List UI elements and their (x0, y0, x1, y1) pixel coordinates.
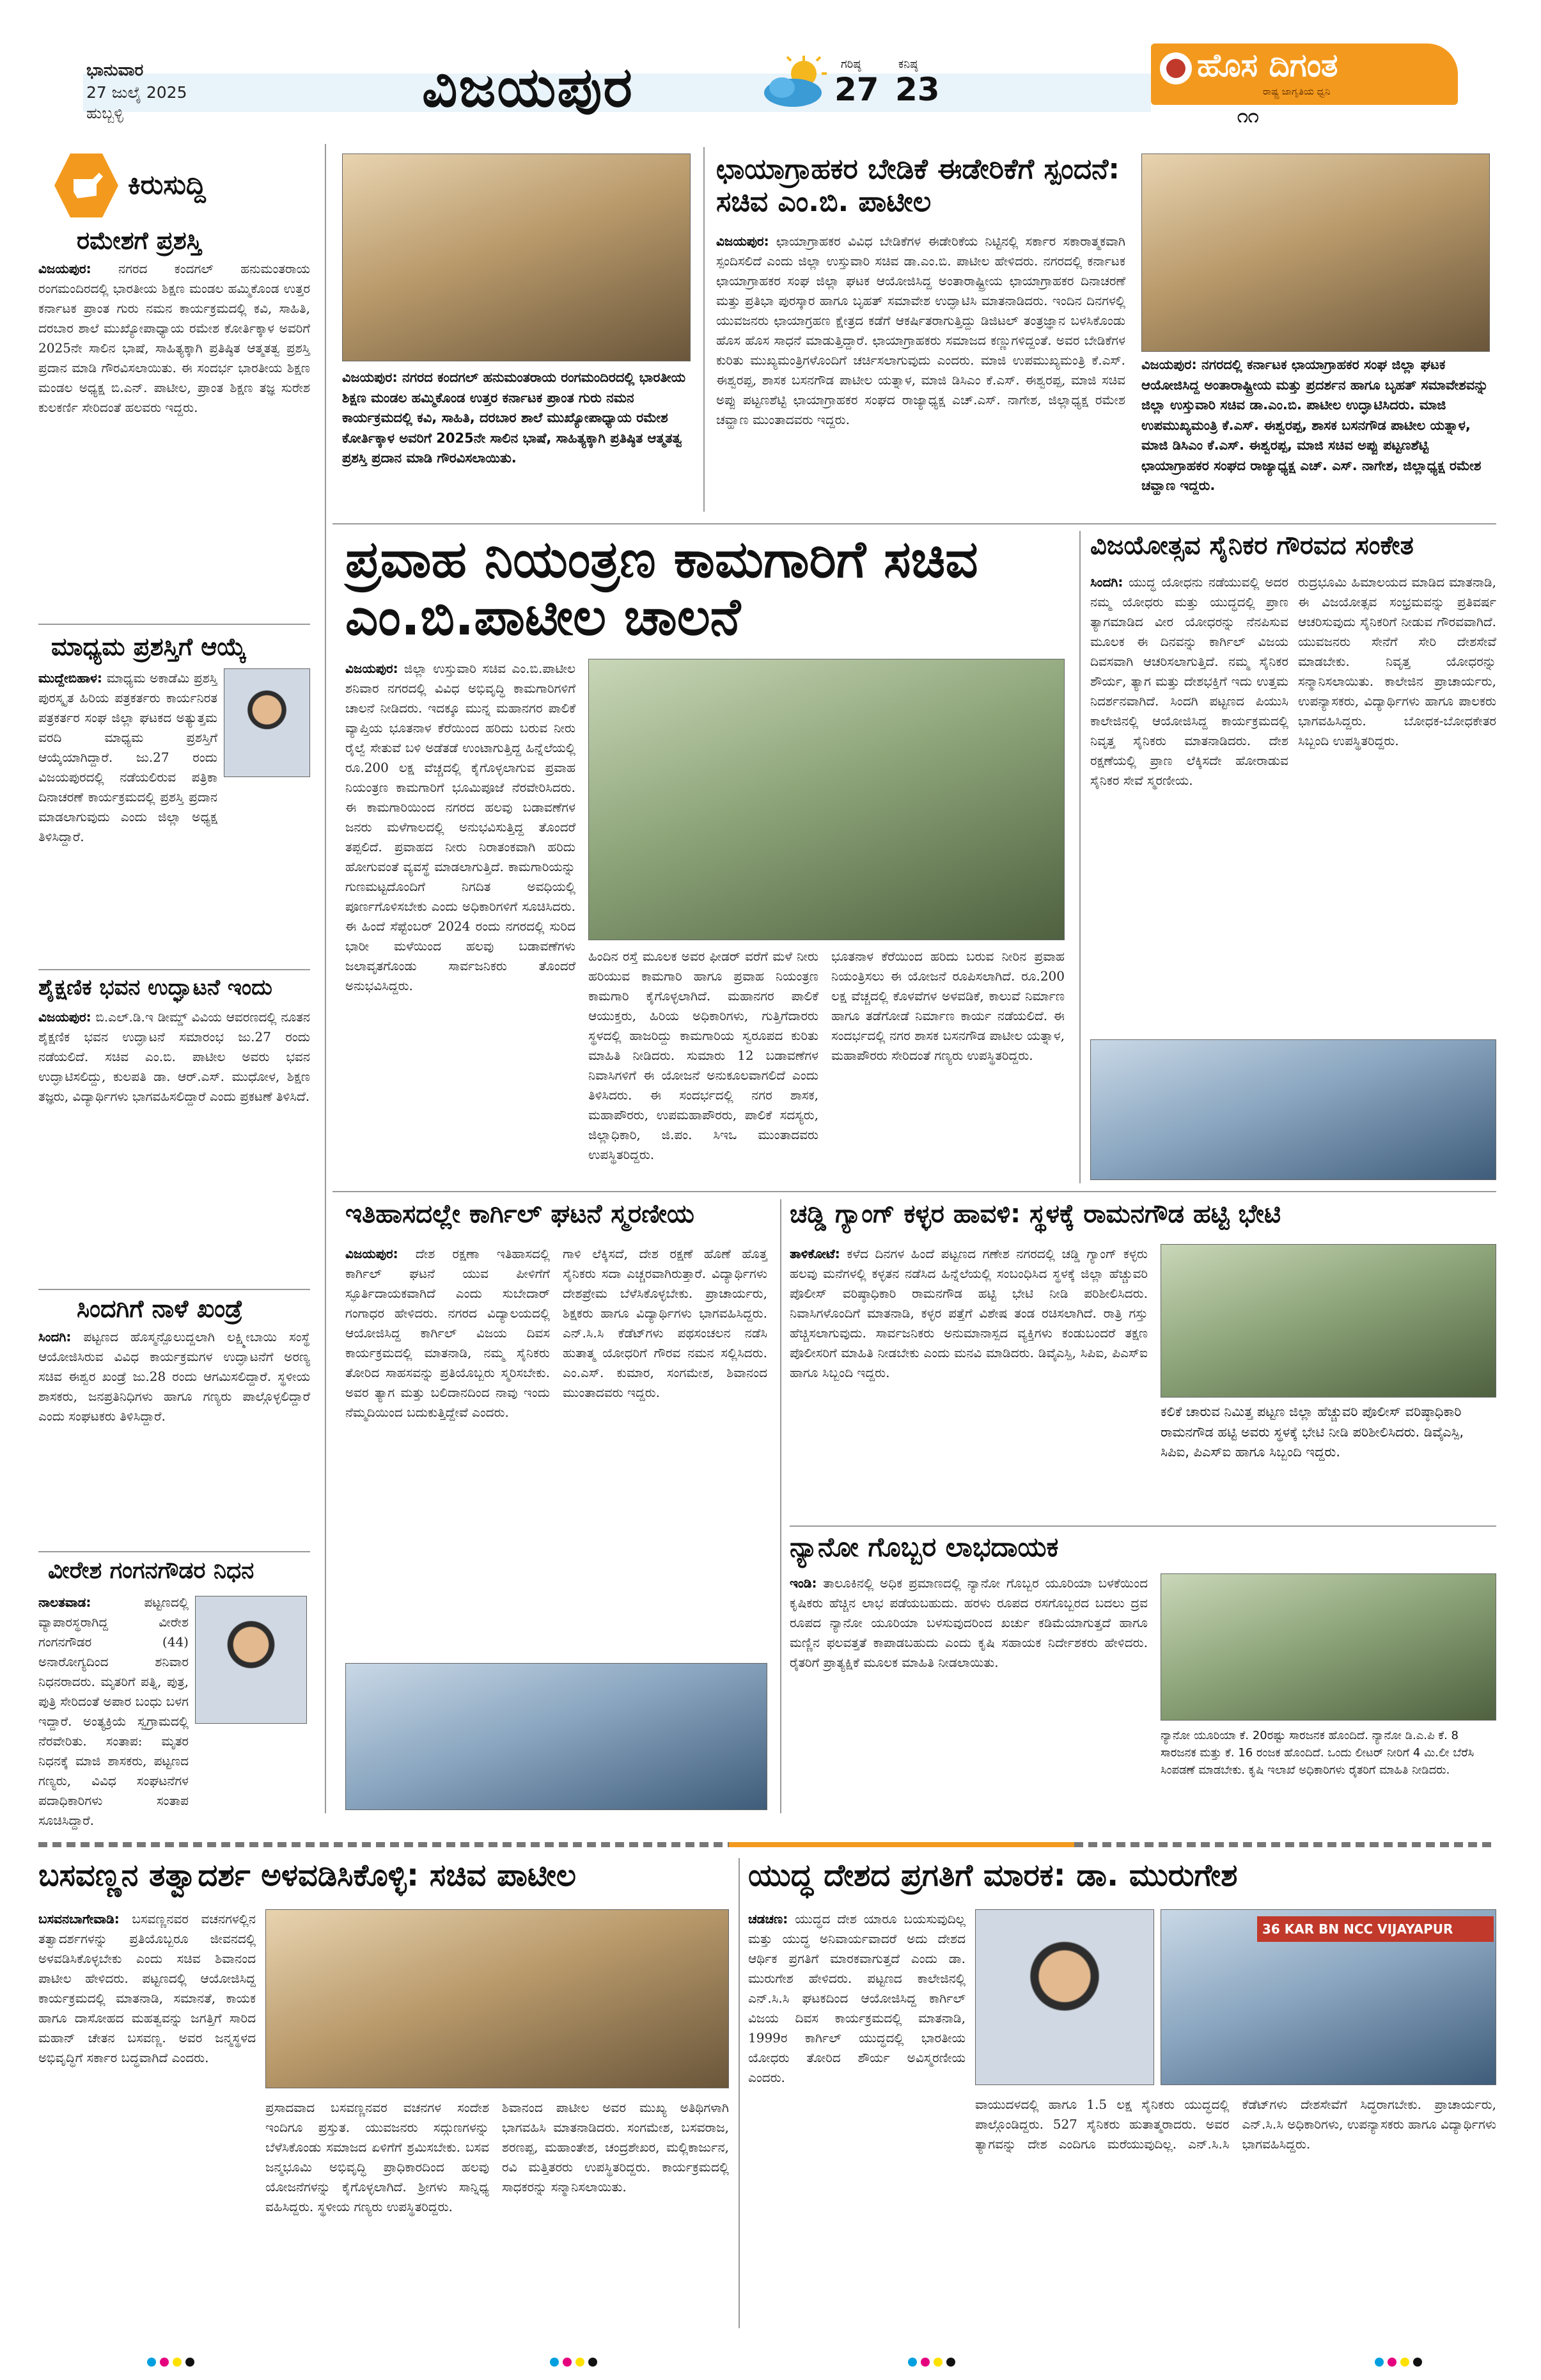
award-photo-caption: ವಿಜಯಪುರ: ನಗರದ ಕಂದಗಲ್ ಹನುಮಂತರಾಯ ರಂಗಮಂದಿರದಲ್ಲಿ ಭಾರತೀಯ ಶಿಕ್ಷಣ ಮಂಡಲ ಹಮ್ಮಿಕೊಂಡ ಉತ್ತರ ಕರ್ನಾಟಕ ಪ್ರಾಂತ ಗುರು ನಮನ ಕಾರ್ಯಕ್ರಮದಲ್ಲಿ ಕವಿ, ಸಾಹಿತಿ, ದರಬಾರ ಶಾಲೆ ಮುಖ್ಯೋಪಾಧ್ಯಾಯ ರಮೇಶ ಕೋರ್ತಿಕ್ಕಾಳ ಅವರಿಗೆ 2025ನೇ ಸಾಲಿನ ಭಾಷೆ, ಸಾಹಿತ್ಯಕ್ಕಾಗಿ ಪ್ರತಿಷ್ಠಿತ ಆತ್ಮತತ್ವ ಪ್ರಶಸ್ತಿ ಪ್ರದಾನ ಮಾಡಿ ಗೌರವಿಸಲಾಯಿತು. (342, 370, 686, 466)
masthead-day: ಭಾನುವಾರ (86, 61, 144, 80)
photographers-headline: ಛಾಯಾಗ್ರಾಹಕರ ಬೇಡಿಕೆ ಈಡೇರಿಕೆಗೆ ಸ್ಪಂದನೆ: ಸಚಿವ ಎಂ.ಬಿ. ಪಾಟೀಲ (716, 153, 1120, 218)
page-number: ೧೧ (1237, 105, 1259, 127)
yuddha-headline: ಯುದ್ಧ ದೇಶದ ಪ್ರಗತಿಗೆ ಮಾರಕ: ಡಾ. ಮುರುಗೇಶ (748, 1857, 1238, 1893)
paper-name: ಹೊಸ ದಿಗಂತ (1197, 47, 1338, 84)
ncc-photo (1161, 1909, 1496, 2085)
kiru-item-title: ಶೈಕ್ಷಣಿಕ ಭವನ ಉದ್ಘಾಟನೆ ಇಂದು (38, 975, 272, 1000)
kiru-item-body: ವಿಜಯಪುರ: ನಗರದ ಕಂದಗಲ್ ಹನುಮಂತರಾಯ ರಂಗಮಂದಿರದಲ್ಲಿ ಭಾರತೀಯ ಶಿಕ್ಷಣ ಮಂಡಲ ಹಮ್ಮಿಕೊಂಡ ಉತ್ತರ ಕರ್ನಾಟಕ ಪ್ರಾಂತ ಗುರು ನಮನ ಕಾರ್ಯಕ್ರಮದಲ್ಲಿ ಕವಿ, ಸಾಹಿತಿ, ದರಬಾರ ಶಾಲೆ ಮುಖ್ಯೋಪಾಧ್ಯಾಯ ರಮೇಶ ಕೋರ್ತಿಕ್ಕಾಳ ಅವರಿಗೆ 2025ನೇ ಸಾಲಿನ ಭಾಷೆ, ಸಾಹಿತ್ಯಕ್ಕಾಗಿ ಪ್ರತಿಷ್ಠಿತ ಆತ್ಮತತ್ವ ಪ್ರಶಸ್ತಿ ಪ್ರದಾನ ಮಾಡಿ ಗೌರವಿಸಲಾಯಿತು. ಈ ಸಂದರ್ಭ ಭಾರತೀಯ ಶಿಕ್ಷಣ ಮಂಡಲ ಅಧ್ಯಕ್ಷ ಬಿ.ಎನ್. ಪಾಟೀಲ, ಪ್ರಾಂತ ಶಿಕ್ಷಣ ತಜ್ಞ ಸುರೇಶ ಕುಲಕರ್ಣಿ ಸೇರಿದಂತೆ ಹಲವರು ಇದ್ದರು. (38, 261, 311, 415)
paper-tagline: ರಾಷ್ಟ್ರ ಜಾಗೃತಿಯ ಧ್ವನಿ (1263, 86, 1331, 97)
kiru-item-body: ಸಿಂದಗಿ: ಪಟ್ಟಣದ ಹೊಸ್ಮನ್ಪೊಲುದ್ದಲಾಗಿ ಲಕ್ಷ್ಮೀಬಾಯಿ ಸಂಸ್ಥೆ ಆಯೋಜಿಸಿರುವ ವಿವಿಧ ಕಾರ್ಯಕ್ರಮಗಳ ಉದ್ಘಾಟನೆಗೆ ಅರಣ್ಯ ಸಚಿವ ಈಶ್ವರ ಖಂಡ್ರೆ ಜು.28 ರಂದು ಆಗಮಿಸಲಿದ್ದಾರೆ. ಸ್ಥಳೀಯ ಶಾಸಕರು, ಜನಪ್ರತಿನಿಧಿಗಳು ಹಾಗೂ ಗಣ್ಯರು ಪಾಲ್ಗೊಳ್ಳಲಿದ್ದಾರೆ ಎಂದು ಸಂಘಟಕರು ತಿಳಿಸಿದ್ದಾರೆ. (38, 1329, 310, 1424)
nano-photo (1161, 1573, 1496, 1721)
column-rule (325, 144, 326, 1813)
lead-headline: ಪ್ರವಾಹ ನಿಯಂತ್ರಣ ಕಾಮಗಾರಿಗೆ ಸಚಿವ ಎಂ.ಬಿ.ಪಾಟೀಲ ಚಾಲನೆ (345, 530, 978, 647)
kiru-suddi-column (38, 144, 313, 1828)
basavanna-photo (265, 1909, 729, 2088)
masthead-city: ಹುಬ್ಬಳ್ಳಿ (86, 104, 123, 122)
registration-marks (147, 2357, 224, 2370)
obituary-photo (195, 1596, 307, 1724)
kiru-item-title: ರಮೇಶಗೆ ಪ್ರಶಸ್ತಿ (77, 226, 202, 255)
divider (38, 1289, 310, 1290)
paper-logo-icon (1160, 52, 1192, 84)
basavanna-headline: ಬಸವಣ್ಣನ ತತ್ವಾದರ್ಶ ಅಳವಡಿಸಿಕೊಳ್ಳಿ: ಸಚಿವ ಪಾಟೀಲ (38, 1857, 577, 1893)
lead-col3: ಭೂತನಾಳ ಕೆರೆಯಿಂದ ಹರಿದು ಬರುವ ನೀರಿನ ಪ್ರವಾಹ ನಿಯಂತ್ರಿಸಲು ಈ ಯೋಜನೆ ರೂಪಿಸಲಾಗಿದೆ. ರೂ.200 ಲಕ್ಷ ವೆಚ್ಚದಲ್ಲಿ ಕೊಳವೆಗಳ ಅಳವಡಿಕೆ, ಕಾಲುವೆ ನಿರ್ಮಾಣ ಹಾಗೂ ತಡೆಗೋಡೆ ನಿರ್ಮಾಣ ಕಾರ್ಯ ನಡೆಯಲಿದೆ. ಈ ಸಂದರ್ಭದಲ್ಲಿ ನಗರ ಶಾಸಕ ಬಸನಗೌಡ ಪಾಟೀಲ ಯತ್ನಾಳ, ಮಹಾಪೌರರು ಸೇರಿದಂತೆ ಗಣ್ಯರು ಉಪಸ್ಥಿತರಿದ್ದರು. (831, 949, 1065, 1063)
hand-pointer-icon (54, 154, 118, 217)
section-rule (332, 1191, 1496, 1192)
kiru-item-body: ವಿಜಯಪುರ: ಬಿ.ಎಲ್.ಡಿ.ಇ ಡೀಮ್ಡ್ ವಿವಿಯ ಆವರಣದಲ್ಲಿ ನೂತನ ಶೈಕ್ಷಣಿಕ ಭವನ ಉದ್ಘಾಟನೆ ಸಮಾರಂಭ ಜು.27 ರಂದು ನಡೆಯಲಿದೆ. ಸಚಿವ ಎಂ.ಬಿ. ಪಾಟೀಲ ಅವರು ಭವನ ಉದ್ಘಾಟಿಸಲಿದ್ದು, ಕುಲಪತಿ ಡಾ. ಆರ್.ಎಸ್. ಮುಧೋಳ, ಶಿಕ್ಷಣ ತಜ್ಞರು, ವಿದ್ಯಾರ್ಥಿಗಳು ಭಾಗವಹಿಸಲಿದ್ದಾರೆ ಎಂದು ಪ್ರಕಟಣೆ ತಿಳಿಸಿದೆ. (38, 1009, 310, 1104)
vijayotsava-photo (1090, 1039, 1496, 1180)
kiru-suddi-label: ಕಿರುಸುದ್ದಿ (128, 169, 206, 200)
paper-logo (1151, 43, 1458, 105)
divider (38, 624, 310, 625)
chaddi-photo-caption: ಕಲಿಕೆ ಚಾರುವ ನಿಮಿತ್ತ ಪಟ್ಟಣ ಜಿಲ್ಲಾ ಹೆಚ್ಚುವರಿ ಪೊಲೀಸ್ ವರಿಷ್ಠಾಧಿಕಾರಿ ರಾಮನಗೌಡ ಹಟ್ಟಿ ಅವರು ಸ್ಥಳಕ್ಕೆ ಭೇಟಿ ನೀಡಿ ಪರಿಶೀಲಿಸಿದರು. ಡಿವೈಎಸ್ಪಿ, ಸಿಪಿಐ, ಪಿಎಸ್ಐ ಹಾಗೂ ಸಿಬ್ಬಂದಿ ಇದ್ದರು. (1161, 1404, 1464, 1460)
registration-marks (550, 2357, 627, 2370)
dashed-separator (38, 1842, 729, 1847)
lead-photo (588, 659, 1065, 940)
kiru-item-title: ಸಿಂದಗಿಗೆ ನಾಳೆ ಖಂಡ್ರೆ (77, 1295, 243, 1323)
section-rule (332, 523, 1496, 524)
registration-marks (908, 2357, 985, 2370)
kiru-suddi-badge (54, 154, 118, 217)
lead-col2: ಹಿಂದಿನ ರಸ್ತೆ ಮೂಲಕ ಅವರ ಫೀಡರ್ ವರೆಗೆ ಮಳೆ ನೀರು ಹರಿಯುವ ಕಾಮಗಾರಿ ಹಾಗೂ ಪ್ರವಾಹ ನಿಯಂತ್ರಣ ಕಾಮಗಾರಿ ಕೈಗೊಳ್ಳಲಾಗಿದೆ. ಮಹಾನಗರ ಪಾಲಿಕೆ ಆಯುಕ್ತರು, ಹಿರಿಯ ಅಧಿಕಾರಿಗಳು, ಗುತ್ತಿಗೆದಾರರು ಸ್ಥಳದಲ್ಲಿ ಹಾಜರಿದ್ದು ಕಾಮಗಾರಿಯ ಸ್ವರೂಪದ ಕುರಿತು ಮಾಹಿತಿ ನೀಡಿದರು. ಸುಮಾರು 12 ಬಡಾವಣೆಗಳ ನಿವಾಸಿಗಳಿಗೆ ಈ ಯೋಜನೆ ಅನುಕೂಲವಾಗಲಿದೆ ಎಂದು ತಿಳಿಸಿದರು. ಈ ಸಂದರ್ಭದಲ್ಲಿ ನಗರ ಶಾಸಕ, ಮಹಾಪೌರರು, ಉಪಮಹಾಪೌರರು, ಪಾಲಿಕೆ ಸದಸ್ಯರು, ಜಿಲ್ಲಾಧಿಕಾರಿ, ಜಿ.ಪಂ. ಸಿಇಒ ಮುಂತಾದವರು ಉಪಸ್ಥಿತರಿದ್ದರು. (588, 949, 818, 1162)
column-rule (780, 1199, 781, 1813)
chaddi-headline: ಚಡ್ಡಿ ಗ್ಯಾಂಗ್ ಕಳ್ಳರ ಹಾವಳಿ: ಸ್ಥಳಕ್ಕೆ ರಾಮನಗೌಡ ಹಟ್ಟಿ ಭೇಟಿ (790, 1199, 1281, 1229)
dashed-separator (1074, 1842, 1496, 1847)
kiru-item-title: ವೀರೇಶ ಗಂಗನಗೌಡರ ನಿಧನ (48, 1557, 254, 1584)
nano-body: ಇಂಡಿ: ತಾಲೂಕಿನಲ್ಲಿ ಅಧಿಕ ಪ್ರಮಾಣದಲ್ಲಿ ನ್ಯಾನೋ ಗೊಬ್ಬರ ಯೂರಿಯಾ ಬಳಕೆಯಿಂದ ಕೃಷಿಕರು ಹೆಚ್ಚಿನ ಲಾಭ ಪಡೆಯಬಹುದು. ಹರಳು ರೂಪದ ರಸಗೊಬ್ಬರದ ಬದಲು ದ್ರವ ರೂಪದ ನ್ಯಾನೋ ಯೂರಿಯಾ ಬಳಸುವುದರಿಂದ ಖರ್ಚು ಕಡಿಮೆಯಾಗುತ್ತದೆ ಹಾಗೂ ಮಣ್ಣಿನ ಫಲವತ್ತತೆ ಕಾಪಾಡಬಹುದು ಎಂದು ಕೃಷಿ ಸಹಾಯಕ ನಿರ್ದೇಶಕರು ಹೇಳಿದರು. ರೈತರಿಗೆ ಪ್ರಾತ್ಯಕ್ಷಿಕೆ ಮೂಲಕ ಮಾಹಿತಿ ನೀಡಲಾಯಿತು. (790, 1575, 1148, 1670)
temp-min-label: ಕನಿಷ್ಠ (898, 58, 918, 71)
temp-min: 23 (895, 71, 940, 108)
divider (38, 1551, 310, 1552)
vijayotsava-col2: ರುದ್ರಭೂಮಿ ಹಿಮಾಲಯದ ಮಾಡಿದ ಮಾತನಾಡಿ, ಈ ವಿಜಯೋತ್ಸವ ಸಂಭ್ರಮವನ್ನು ಪ್ರತಿವರ್ಷ ಆಚರಿಸುವುದು ಸೈನಿಕರಿಗೆ ನೀಡುವ ಗೌರವವಾಗಿದೆ. ಯುವಜನರು ಸೇನೆಗೆ ಸೇರಿ ದೇಶಸೇವೆ ಮಾಡಬೇಕು. ನಿವೃತ್ತ ಯೋಧರನ್ನು ಸನ್ಮಾನಿಸಲಾಯಿತು. ಕಾಲೇಜಿನ ಪ್ರಾಚಾರ್ಯರು, ಉಪನ್ಯಾಸಕರು, ವಿದ್ಯಾರ್ಥಿಗಳು ಹಾಗೂ ಪಾಲಕರು ಭಾಗವಹಿಸಿದ್ದರು. ಬೋಧಕ-ಬೋಧಕೇತರ ಸಿಬ್ಬಂದಿ ಉಪಸ್ಥಿತರಿದ್ದರು. (1298, 574, 1496, 748)
reporter-photo (224, 668, 310, 777)
lead-col1: ವಿಜಯಪುರ: ಜಿಲ್ಲಾ ಉಸ್ತುವಾರಿ ಸಚಿವ ಎಂ.ಬಿ.ಪಾಟೀಲ ಶನಿವಾರ ನಗರದಲ್ಲಿ ವಿವಿಧ ಅಭಿವೃದ್ಧಿ ಕಾಮಗಾರಿಗಳಿಗೆ ಚಾಲನೆ ನೀಡಿದರು. ಇದಕ್ಕೂ ಮುನ್ನ ಮಹಾನಗರ ಪಾಲಿಕೆ ವ್ಯಾಪ್ತಿಯ ಭೂತನಾಳ ಕೆರೆಯಿಂದ ಹರಿದು ಬರುವ ನೀರು ರೈಲ್ವೆ ಸೇತುವೆ ಬಳಿ ಅಡೆತಡೆ ಉಂಟಾಗುತ್ತಿದ್ದ ಹಿನ್ನೆಲೆಯಲ್ಲಿ ರೂ.200 ಲಕ್ಷ ವೆಚ್ಚದಲ್ಲಿ ಕೈಗೊಳ್ಳಲಾಗುವ ಪ್ರವಾಹ ನಿಯಂತ್ರಣ ಕಾಮಗಾರಿಗೆ ಭೂಮಿಪೂಜೆ ನೆರವೇರಿಸಿದರು. ಈ ಕಾಮಗಾರಿಯಿಂದ ನಗರದ ಹಲವು ಬಡಾವಣೆಗಳ ಜನರು ಮಳೆಗಾಲದಲ್ಲಿ ಅನುಭವಿಸುತ್ತಿದ್ದ ತೊಂದರೆ ತಪ್ಪಲಿದೆ. ಪ್ರವಾಹದ ನೀರು ನಿರಾತಂಕವಾಗಿ ಹರಿದು ಹೋಗುವಂತೆ ವ್ಯವಸ್ಥೆ ಮಾಡಲಾಗುತ್ತಿದೆ. ಕಾಮಗಾರಿಯನ್ನು ಗುಣಮಟ್ಟದೊಂದಿಗೆ ನಿಗದಿತ ಅವಧಿಯಲ್ಲಿ ಪೂರ್ಣಗೊಳಿಸಬೇಕು ಎಂದು ಅಧಿಕಾರಿಗಳಿಗೆ ಸೂಚಿಸಿದರು. ಈ ಹಿಂದೆ ಸೆಪ್ಟೆಂಬರ್ 2024 ರಂದು ನಗರದಲ್ಲಿ ಸುರಿದ ಭಾರೀ ಮಳೆಯಿಂದ ಹಲವು ಬಡಾವಣೆಗಳು ಜಲಾವೃತಗೊಂಡು ಸಾರ್ವಜನಿಕರು ತೊಂದರೆ ಅನುಭವಿಸಿದ್ದರು. (345, 661, 575, 993)
kargil-photo (345, 1663, 767, 1810)
kargil-headline: ಇತಿಹಾಸದಲ್ಲೇ ಕಾರ್ಗಿಲ್ ಘಟನೆ ಸ್ಮರಣೀಯ (345, 1199, 694, 1229)
chaddi-photo (1161, 1244, 1496, 1398)
photographers-body: ವಿಜಯಪುರ: ಛಾಯಾಗ್ರಾಹಕರ ವಿವಿಧ ಬೇಡಿಕೆಗಳ ಈಡೇರಿಕೆಯ ನಿಟ್ಟಿನಲ್ಲಿ ಸರ್ಕಾರ ಸಕಾರಾತ್ಮಕವಾಗಿ ಸ್ಪಂದಿಸಲಿದೆ ಎಂದು ಜಿಲ್ಲಾ ಉಸ್ತುವಾರಿ ಸಚಿವ ಡಾ.ಎಂ.ಬಿ. ಪಾಟೀಲ ಹೇಳಿದರು. ನಗರದಲ್ಲಿ ಕರ್ನಾಟಕ ಛಾಯಾಗ್ರಾಹಕರ ಸಂಘ ಜಿಲ್ಲಾ ಘಟಕ ಆಯೋಜಿಸಿದ್ದ ಅಂತಾರಾಷ್ಟ್ರೀಯ ಛಾಯಾಗ್ರಾಹಕರ ದಿನಾಚರಣೆ ಮತ್ತು ಪ್ರತಿಭಾ ಪುರಸ್ಕಾರ ಹಾಗೂ ಬೃಹತ್ ಸಮಾವೇಶ ಉದ್ಘಾಟಿಸಿ ಮಾತನಾಡಿದರು. ಇಂದಿನ ದಿನಗಳಲ್ಲಿ ಯುವಜನರು ಛಾಯಾಗ್ರಹಣ ಕ್ಷೇತ್ರದ ಕಡೆಗೆ ಆಕರ್ಷಿತರಾಗುತ್ತಿದ್ದು ಡಿಜಿಟಲ್ ತಂತ್ರಜ್ಞಾನ ಬಳಸಿಕೊಂಡು ಹೊಸ ಹೊಸ ಸಾಧನೆ ಮಾಡುತ್ತಿದ್ದಾರೆ. ಛಾಯಾಗ್ರಾಹಕರು ಸಮಾಜದ ಕಣ್ಣುಗಳಿದ್ದಂತೆ. ಅವರ ಬೇಡಿಕೆಗಳ ಕುರಿತು ಮುಖ್ಯಮಂತ್ರಿಗಳೊಂದಿಗೆ ಚರ್ಚಿಸಲಾಗುವುದು ಎಂದರು. ಮಾಜಿ ಉಪಮುಖ್ಯಮಂತ್ರಿ ಕೆ.ಎಸ್. ಈಶ್ವರಪ್ಪ, ಶಾಸಕ ಬಸನಗೌಡ ಪಾಟೀಲ ಯತ್ನಾಳ, ಮಾಜಿ ಡಿಸಿಎಂ ಕೆ.ಎಸ್. ಈಶ್ವರಪ್ಪ, ಮಾಜಿ ಸಚಿವ ಅಪ್ಪು ಪಟ್ಟಣಶೆಟ್ಟಿ ಛಾಯಾಗ್ರಾಹಕರ ಸಂಘದ ರಾಜ್ಯಾಧ್ಯಕ್ಷ ಎಚ್.ಎಸ್. ನಾಗೇಶ, ಜಿಲ್ಲಾಧ್ಯಕ್ಷ ರಮೇಶ ಚವ್ಹಾಣ ಮುಂತಾದವರು ಇದ್ದರು. (716, 233, 1125, 427)
masthead (0, 0, 1541, 128)
kiru-item-body: ಮುದ್ದೇಬಿಹಾಳ: ಮಾಧ್ಯಮ ಅಕಾಡೆಮಿ ಪ್ರಶಸ್ತಿ ಪುರಸ್ಕೃತ ಹಿರಿಯ ಪತ್ರಕರ್ತರು ಕಾರ್ಯನಿರತ ಪತ್ರಕರ್ತರ ಸಂಘ ಜಿಲ್ಲಾ ಘಟಕದ ಅತ್ಯುತ್ತಮ ವರದಿ ಮಾಧ್ಯಮ ಪ್ರಶಸ್ತಿಗೆ ಆಯ್ಕೆಯಾಗಿದ್ದಾರೆ. ಜು.27 ರಂದು ವಿಜಯಪುರದಲ್ಲಿ ನಡೆಯಲಿರುವ ಪತ್ರಿಕಾ ದಿನಾಚರಣೆ ಕಾರ್ಯಕ್ರಮದಲ್ಲಿ ಪ್ರಶಸ್ತಿ ಪ್ರದಾನ ಮಾಡಲಾಗುವುದು ಎಂದು ಜಿಲ್ಲಾ ಅಧ್ಯಕ್ಷ ತಿಳಿಸಿದ್ದಾರೆ. (38, 670, 217, 844)
chaddi-body: ತಾಳಿಕೋಟೆ: ಕಳೆದ ದಿನಗಳ ಹಿಂದೆ ಪಟ್ಟಣದ ಗಣೇಶ ನಗರದಲ್ಲಿ ಚಡ್ಡಿ ಗ್ಯಾಂಗ್ ಕಳ್ಳರು ಹಲವು ಮನೆಗಳಲ್ಲಿ ಕಳ್ಳತನ ನಡೆಸಿದ ಹಿನ್ನೆಲೆಯಲ್ಲಿ ಸಂಬಂಧಿಸಿದ ಸ್ಥಳಕ್ಕೆ ಜಿಲ್ಲಾ ಹೆಚ್ಚುವರಿ ಪೊಲೀಸ್ ವರಿಷ್ಠಾಧಿಕಾರಿ ರಾಮನಗೌಡ ಹಟ್ಟಿ ಭೇಟಿ ನೀಡಿ ಪರಿಶೀಲಿಸಿದರು. ನಿವಾಸಿಗಳೊಂದಿಗೆ ಮಾತನಾಡಿ, ಕಳ್ಳರ ಪತ್ತೆಗೆ ವಿಶೇಷ ತಂಡ ರಚಿಸಲಾಗಿದೆ. ರಾತ್ರಿ ಗಸ್ತು ಹೆಚ್ಚಿಸಲಾಗುವುದು. ಸಾರ್ವಜನಿಕರು ಅನುಮಾನಾಸ್ಪದ ವ್ಯಕ್ತಿಗಳು ಕಂಡುಬಂದರೆ ತಕ್ಷಣ ಪೊಲೀಸರಿಗೆ ಮಾಹಿತಿ ನೀಡಬೇಕು ಎಂದು ಮನವಿ ಮಾಡಿದರು. ಡಿವೈಎಸ್ಪಿ, ಸಿಪಿಐ, ಪಿಎಸ್ಐ ಹಾಗೂ ಸಿಬ್ಬಂದಿ ಇದ್ದರು. (790, 1246, 1148, 1380)
temp-max: 27 (834, 71, 879, 108)
yuddha-col2: ವಾಯುದಳದಲ್ಲಿ ಹಾಗೂ 1.5 ಲಕ್ಷ ಸೈನಿಕರು ಯುದ್ಧದಲ್ಲಿ ಪಾಲ್ಗೊಂಡಿದ್ದರು. 527 ಸೈನಿಕರು ಹುತಾತ್ಮರಾದರು. ಅವರ ತ್ಯಾಗವನ್ನು ದೇಶ ಎಂದಿಗೂ ಮರೆಯುವುದಿಲ್ಲ. ಎನ್.ಸಿ.ಸಿ ಕೆಡೆಟ್‌ಗಳು ದೇಶಸೇವೆಗೆ ಸಿದ್ಧರಾಗಬೇಕು. ಪ್ರಾಚಾರ್ಯರು, ಎನ್.ಸಿ.ಸಿ ಅಧಿಕಾರಿಗಳು, ಉಪನ್ಯಾಸಕರು ಹಾಗೂ ವಿದ್ಯಾರ್ಥಿಗಳು ಭಾಗವಹಿಸಿದ್ದರು. (975, 2097, 1496, 2152)
kiru-item-body: ನಾಲತವಾಡ: ಪಟ್ಟಣದಲ್ಲಿ ವ್ಯಾಪಾರಸ್ಥರಾಗಿದ್ದ ವೀರೇಶ ಗಂಗನಗೌಡರ (44) ಅನಾರೋಗ್ಯದಿಂದ ಶನಿವಾರ ನಿಧನರಾದರು. ಮೃತರಿಗೆ ಪತ್ನಿ, ಪುತ್ರ, ಪುತ್ರಿ ಸೇರಿದಂತೆ ಅಪಾರ ಬಂಧು ಬಳಗ ಇದ್ದಾರೆ. ಅಂತ್ಯಕ್ರಿಯೆ ಸ್ವಗ್ರಾಮದಲ್ಲಿ ನೆರವೇರಿತು. ಸಂತಾಪ: ಮೃತರ ನಿಧನಕ್ಕೆ ಮಾಜಿ ಶಾಸಕರು, ಪಟ್ಟಣದ ಗಣ್ಯರು, ವಿವಿಧ ಸಂಘಟನೆಗಳ ಪದಾಧಿಕಾರಿಗಳು ಸಂತಾಪ ಸೂಚಿಸಿದ್ದಾರೆ. (38, 1595, 189, 1828)
nano-headline: ನ್ಯಾನೋ ಗೊಬ್ಬರ ಲಾಭದಾಯಕ (790, 1531, 1059, 1563)
award-photo (342, 154, 691, 361)
photographers-photo-caption: ವಿಜಯಪುರ: ನಗರದಲ್ಲಿ ಕರ್ನಾಟಕ ಛಾಯಾಗ್ರಾಹಕರ ಸಂಘ ಜಿಲ್ಲಾ ಘಟಕ ಆಯೋಜಿಸಿದ್ದ ಅಂತಾರಾಷ್ಟ್ರೀಯ ಮತ್ತು ಪ್ರದರ್ಶನ ಹಾಗೂ ಬೃಹತ್ ಸಮಾವೇಶವನ್ನು ಜಿಲ್ಲಾ ಉಸ್ತುವಾರಿ ಸಚಿವ ಡಾ.ಎಂ.ಬಿ. ಪಾಟೀಲ ಉದ್ಘಾಟಿಸಿದರು. ಮಾಜಿ ಉಪಮುಖ್ಯಮಂತ್ರಿ ಕೆ.ಎಸ್. ಈಶ್ವರಪ್ಪ, ಶಾಸಕ ಬಸನಗೌಡ ಪಾಟೀಲ ಯತ್ನಾಳ, ಮಾಜಿ ಡಿಸಿಎಂ ಕೆ.ಎಸ್. ಈಶ್ವರಪ್ಪ, ಮಾಜಿ ಸಚಿವ ಅಪ್ಪು ಪಟ್ಟಣಶೆಟ್ಟಿ ಛಾಯಾಗ್ರಾಹಕರ ಸಂಘದ ರಾಜ್ಯಾಧ್ಯಕ್ಷ ಎಚ್. ಎಸ್. ನಾಗೇಶ, ಜಿಲ್ಲಾಧ್ಯಕ್ಷ ರಮೇಶ ಚವ್ಹಾಣ ಇದ್ದರು. (1141, 357, 1489, 493)
basavanna-col3: ಶಿವಾನಂದ ಪಾಟೀಲ ಅವರ ಮುಖ್ಯ ಅತಿಥಿಗಳಾಗಿ ಭಾಗವಹಿಸಿ ಮಾತನಾಡಿದರು. ಸಂಗಮೇಶ, ಬಸವರಾಜ, ಶರಣಪ್ಪ, ಮಹಾಂತೇಶ, ಚಂದ್ರಶೇಖರ, ಮಲ್ಲಿಕಾರ್ಜುನ, ರವಿ ಮತ್ತಿತರರು ಉಪಸ್ಥಿತರಿದ್ದರು. ಕಾರ್ಯಕ್ರಮದಲ್ಲಿ ಸಾಧಕರನ್ನು ಸನ್ಮಾನಿಸಲಾಯಿತು. (502, 2100, 729, 2195)
column-rule (739, 1858, 740, 2328)
speaker-photo (975, 1909, 1154, 2085)
color-separator (729, 1842, 1074, 1847)
yuddha-col1: ಚಡಚಣ: ಯುದ್ಧದ ದೇಶ ಯಾರೂ ಬಯಸುವುದಿಲ್ಲ ಮತ್ತು ಯುದ್ಧ ಅನಿವಾರ್ಯವಾದರೆ ಅದು ದೇಶದ ಆರ್ಥಿಕ ಪ್ರಗತಿಗೆ ಮಾರಕವಾಗುತ್ತದೆ ಎಂದು ಡಾ. ಮುರುಗೇಶ ಹೇಳಿದರು. ಪಟ್ಟಣದ ಕಾಲೇಜಿನಲ್ಲಿ ಎನ್.ಸಿ.ಸಿ ಘಟಕದಿಂದ ಆಯೋಜಿಸಿದ್ದ ಕಾರ್ಗಿಲ್ ವಿಜಯ ದಿವಸ ಕಾರ್ಯಕ್ರಮದಲ್ಲಿ ಮಾತನಾಡಿ, 1999ರ ಕಾರ್ಗಿಲ್ ಯುದ್ಧದಲ್ಲಿ ಭಾರತೀಯ ಯೋಧರು ತೋರಿದ ಶೌರ್ಯ ಅವಿಸ್ಮರಣೀಯ ಎಂದರು. (748, 1911, 966, 2085)
vijayotsava-col1: ಸಿಂದಗಿ: ಯುದ್ಧ ಯೋಧನು ನಡೆಯುವಲ್ಲಿ ಅದರ ನಮ್ಮ ಯೋಧರು ಮತ್ತು ಯುದ್ಧದಲ್ಲಿ ಪ್ರಾಣ ತ್ಯಾಗಮಾಡಿದ ವೀರ ಯೋಧರನ್ನು ನೆನಪಿಸುವ ಮೂಲಕ ಈ ದಿನವನ್ನು ಕಾರ್ಗಿಲ್ ವಿಜಯ ದಿವಸವಾಗಿ ಆಚರಿಸಲಾಗುತ್ತಿದೆ. ನಮ್ಮ ಸೈನಿಕರ ಶೌರ್ಯ, ತ್ಯಾಗ ಮತ್ತು ದೇಶಭಕ್ತಿಗೆ ಇದು ಉತ್ತಮ ನಿದರ್ಶನವಾಗಿದೆ. ಸಿಂದಗಿ ಪಟ್ಟಣದ ಪಿಯುಸಿ ಕಾಲೇಜಿನಲ್ಲಿ ಆಯೋಜಿಸಿದ್ದ ಕಾರ್ಯಕ್ರಮದಲ್ಲಿ ನಿವೃತ್ತ ಸೈನಿಕರು ಮಾತನಾಡಿದರು. ದೇಶ ರಕ್ಷಣೆಯಲ್ಲಿ ಪ್ರಾಣ ಲೆಕ್ಕಿಸದೇ ಹೋರಾಡುವ ಸೈನಿಕರ ಸೇವೆ ಸ್ಮರಣೀಯ. (1090, 574, 1289, 788)
temp-max-label: ಗರಿಷ್ಠ (841, 58, 861, 71)
ncc-banner: 36 KAR BN NCC VIJAYAPUR (1257, 1916, 1494, 1942)
kiru-item-title: ಮಾಧ್ಯಮ ಪ್ರಶಸ್ತಿಗೆ ಆಯ್ಕೆ (51, 633, 247, 661)
vijayotsava-headline: ವಿಜಯೋತ್ಸವ ಸೈನಿಕರ ಗೌರವದ ಸಂಕೇತ (1090, 531, 1414, 560)
photographers-photo (1141, 154, 1490, 352)
basavanna-col2: ಪ್ರಸಾದವಾದ ಬಸವಣ್ಣನವರ ವಚನಗಳ ಸಂದೇಶ ಇಂದಿಗೂ ಪ್ರಸ್ತುತ. ಯುವಜನರು ಸದ್ಗುಣಗಳನ್ನು ಬೆಳೆಸಿಕೊಂಡು ಸಮಾಜದ ಏಳಿಗೆಗೆ ಶ್ರಮಿಸಬೇಕು. ಬಸವ ಜನ್ಮಭೂಮಿ ಅಭಿವೃದ್ಧಿ ಪ್ರಾಧಿಕಾರದಿಂದ ಹಲವು ಯೋಜನೆಗಳನ್ನು ಕೈಗೊಳ್ಳಲಾಗಿದೆ. ಶ್ರೀಗಳು ಸಾನ್ನಿಧ್ಯ ವಹಿಸಿದ್ದರು. ಸ್ಥಳೀಯ ಗಣ್ಯರು ಉಪಸ್ಥಿತರಿದ್ದರು. (265, 2100, 489, 2214)
registration-marks (1375, 2357, 1451, 2370)
masthead-date: 27 ಜುಲೈ 2025 (86, 83, 187, 102)
divider (38, 969, 310, 970)
weather-icon (758, 54, 834, 115)
column-rule (703, 147, 705, 512)
section-rule (790, 1525, 1496, 1527)
column-rule (1079, 531, 1081, 1183)
kargil-col1: ವಿಜಯಪುರ: ದೇಶ ರಕ್ಷಣಾ ಇತಿಹಾಸದಲ್ಲಿ ಕಾರ್ಗಿಲ್ ಘಟನೆ ಯುವ ಪೀಳಿಗೆಗೆ ಸ್ಫೂರ್ತಿದಾಯಕವಾಗಿದೆ ಎಂದು ಸುಬೇದಾರ್ ಗಂಗಾಧರ ಹೇಳಿದರು. ನಗರದ ವಿದ್ಯಾಲಯದಲ್ಲಿ ಆಯೋಜಿಸಿದ್ದ ಕಾರ್ಗಿಲ್ ವಿಜಯ ದಿವಸ ಕಾರ್ಯಕ್ರಮದಲ್ಲಿ ಮಾತನಾಡಿ, ನಮ್ಮ ಸೈನಿಕರು ತೋರಿದ ಸಾಹಸವನ್ನು ಪ್ರತಿಯೊಬ್ಬರು ಸ್ಮರಿಸಬೇಕು. ಅವರ ತ್ಯಾಗ ಮತ್ತು ಬಲಿದಾನದಿಂದ ನಾವು ಇಂದು ನೆಮ್ಮದಿಯಿಂದ ಬದುಕುತ್ತಿದ್ದೇವೆ ಎಂದರು. (345, 1246, 550, 1420)
basavanna-col1: ಬಸವನಬಾಗೇವಾಡಿ: ಬಸವಣ್ಣನವರ ವಚನಗಳಲ್ಲಿನ ತತ್ವಾದರ್ಶಗಳನ್ನು ಪ್ರತಿಯೊಬ್ಬರೂ ಜೀವನದಲ್ಲಿ ಅಳವಡಿಸಿಕೊಳ್ಳಬೇಕು ಎಂದು ಸಚಿವ ಶಿವಾನಂದ ಪಾಟೀಲ ಹೇಳಿದರು. ಪಟ್ಟಣದಲ್ಲಿ ಆಯೋಜಿಸಿದ್ದ ಕಾರ್ಯಕ್ರಮದಲ್ಲಿ ಮಾತನಾಡಿ, ಸಮಾನತೆ, ಕಾಯಕ ಹಾಗೂ ದಾಸೋಹದ ಮಹತ್ವವನ್ನು ಜಗತ್ತಿಗೆ ಸಾರಿದ ಮಹಾನ್ ಚೇತನ ಬಸವಣ್ಣ. ಅವರ ಜನ್ಮಸ್ಥಳದ ಅಭಿವೃದ್ಧಿಗೆ ಸರ್ಕಾರ ಬದ್ಧವಾಗಿದೆ ಎಂದರು. (38, 1911, 256, 2065)
kargil-col2: ಗಾಳಿ ಲೆಕ್ಕಿಸದೆ, ದೇಶ ರಕ್ಷಣೆ ಹೊಣೆ ಹೊತ್ತ ಸೈನಿಕರು ಸದಾ ಎಚ್ಚರವಾಗಿರುತ್ತಾರೆ. ವಿದ್ಯಾರ್ಥಿಗಳು ದೇಶಪ್ರೇಮ ಬೆಳೆಸಿಕೊಳ್ಳಬೇಕು. ಪ್ರಾಚಾರ್ಯರು, ಶಿಕ್ಷಕರು ಹಾಗೂ ವಿದ್ಯಾರ್ಥಿಗಳು ಭಾಗವಹಿಸಿದ್ದರು. ಎನ್.ಸಿ.ಸಿ ಕೆಡೆಟ್‌ಗಳು ಪಥಸಂಚಲನ ನಡೆಸಿ ಹುತಾತ್ಮ ಯೋಧರಿಗೆ ಗೌರವ ನಮನ ಸಲ್ಲಿಸಿದರು. ಎಂ.ಎಸ್. ಕುಮಾರ, ಸಂಗಮೇಶ, ಶಿವಾನಂದ ಮುಂತಾದವರು ಇದ್ದರು. (563, 1246, 767, 1400)
edition-name: ವಿಜಯಪುರ (422, 56, 634, 120)
nano-photo-caption: ನ್ಯಾನೋ ಯೂರಿಯಾ ಕೆ. 20ರಷ್ಟು ಸಾರಜನಕ ಹೊಂದಿದೆ. ನ್ಯಾನೋ ಡಿ.ಎ.ಪಿ ಕೆ. 8 ಸಾರಜನಕ ಮತ್ತು ಕೆ. 16 ರಂಜಕ ಹೊಂದಿದೆ. ಒಂದು ಲೀಟರ್ ನೀರಿಗೆ 4 ಮಿ.ಲೀ ಬೆರೆಸಿ ಸಿಂಪಡಣೆ ಮಾಡಬೇಕು. ಕೃಷಿ ಇಲಾಖೆ ಅಧಿಕಾರಿಗಳು ರೈತರಿಗೆ ಮಾಹಿತಿ ನೀಡಿದರು. (1161, 1729, 1475, 1777)
